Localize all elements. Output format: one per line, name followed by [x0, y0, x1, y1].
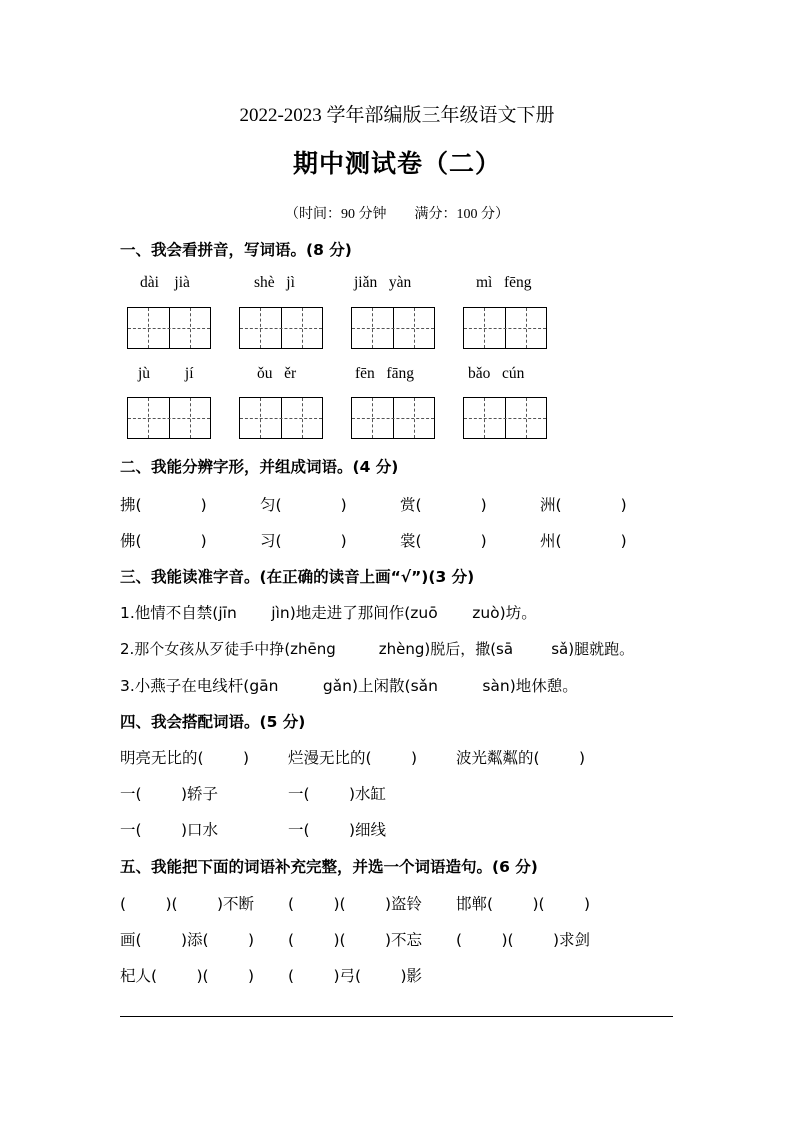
idiom-blank[interactable]: ( )( )盗铃 [288, 895, 423, 913]
section-2-heading: 二、我能分辨字形，并组成词语。(4 分) [120, 458, 399, 476]
writing-grid[interactable] [127, 397, 211, 439]
section-3-heading: 三、我能读准字音。(在正确的读音上画“√”)(3 分) [120, 568, 475, 586]
idiom-blank[interactable]: 杞人( )( ) [120, 967, 255, 985]
match-blank[interactable]: 明亮无比的( ) [120, 749, 250, 767]
pronunciation-question[interactable]: 3.小燕子在电线杆(gān gǎn)上闲散(sǎn sàn)地休憩。 [120, 677, 578, 695]
section-1-heading: 一、我会看拼音，写词语。(8 分) [120, 241, 352, 259]
answer-line[interactable] [120, 1016, 673, 1017]
writing-grid[interactable] [239, 307, 323, 349]
char-blank[interactable]: 拂( ) [120, 496, 207, 514]
paper-title: 2022-2023 学年部编版三年级语文下册 [239, 105, 555, 126]
writing-grid[interactable] [463, 397, 547, 439]
pinyin: mì fēng [476, 274, 532, 291]
pinyin: jù jí [138, 365, 194, 382]
char-blank[interactable]: 裳( ) [400, 532, 487, 550]
match-blank[interactable]: 一( )水缸 [288, 785, 387, 803]
writing-grid[interactable] [351, 307, 435, 349]
char-blank[interactable]: 匀( ) [260, 496, 347, 514]
writing-grid[interactable] [463, 307, 547, 349]
match-blank[interactable]: 一( )轿子 [120, 785, 219, 803]
section-5-heading: 五、我能把下面的词语补充完整，并选一个词语造句。(6 分) [120, 858, 538, 876]
idiom-blank[interactable]: 邯郸( )( ) [456, 895, 591, 913]
pinyin: fēn fāng [355, 365, 414, 382]
char-blank[interactable]: 州( ) [540, 532, 627, 550]
match-blank[interactable]: 一( )细线 [288, 821, 387, 839]
time-and-score: （时间：90 分钟 满分：100 分） [285, 207, 509, 222]
idiom-blank[interactable]: ( )( )不忘 [288, 931, 423, 949]
match-blank[interactable]: 波光粼粼的( ) [456, 749, 586, 767]
char-blank[interactable]: 赏( ) [400, 496, 487, 514]
idiom-blank[interactable]: ( )( )求剑 [456, 931, 591, 949]
match-blank[interactable]: 烂漫无比的( ) [288, 749, 418, 767]
writing-grid[interactable] [127, 307, 211, 349]
pinyin: ǒu ěr [257, 365, 297, 382]
paper-subtitle: 期中测试卷（二） [292, 149, 501, 178]
pronunciation-question[interactable]: 2.那个女孩从歹徒手中挣(zhēng zhèng)脱后，撒(sā sǎ)腿就跑。 [120, 640, 635, 658]
char-blank[interactable]: 佛( ) [120, 532, 207, 550]
pinyin: dài jià [140, 274, 190, 291]
char-blank[interactable]: 习( ) [260, 532, 347, 550]
writing-grid[interactable] [239, 397, 323, 439]
writing-grid[interactable] [351, 397, 435, 439]
pinyin: bǎo cún [468, 365, 525, 382]
idiom-blank[interactable]: ( )( )不断 [120, 895, 255, 913]
idiom-blank[interactable]: ( )弓( )影 [288, 967, 423, 985]
pinyin: jiǎn yàn [354, 274, 412, 291]
section-4-heading: 四、我会搭配词语。(5 分) [120, 713, 306, 731]
pinyin: shè jì [254, 274, 295, 291]
idiom-blank[interactable]: 画( )添( ) [120, 931, 255, 949]
pronunciation-question[interactable]: 1.他情不自禁(jīn jìn)地走进了那间作(zuō zuò)坊。 [120, 604, 537, 622]
match-blank[interactable]: 一( )口水 [120, 821, 219, 839]
char-blank[interactable]: 洲( ) [540, 496, 627, 514]
